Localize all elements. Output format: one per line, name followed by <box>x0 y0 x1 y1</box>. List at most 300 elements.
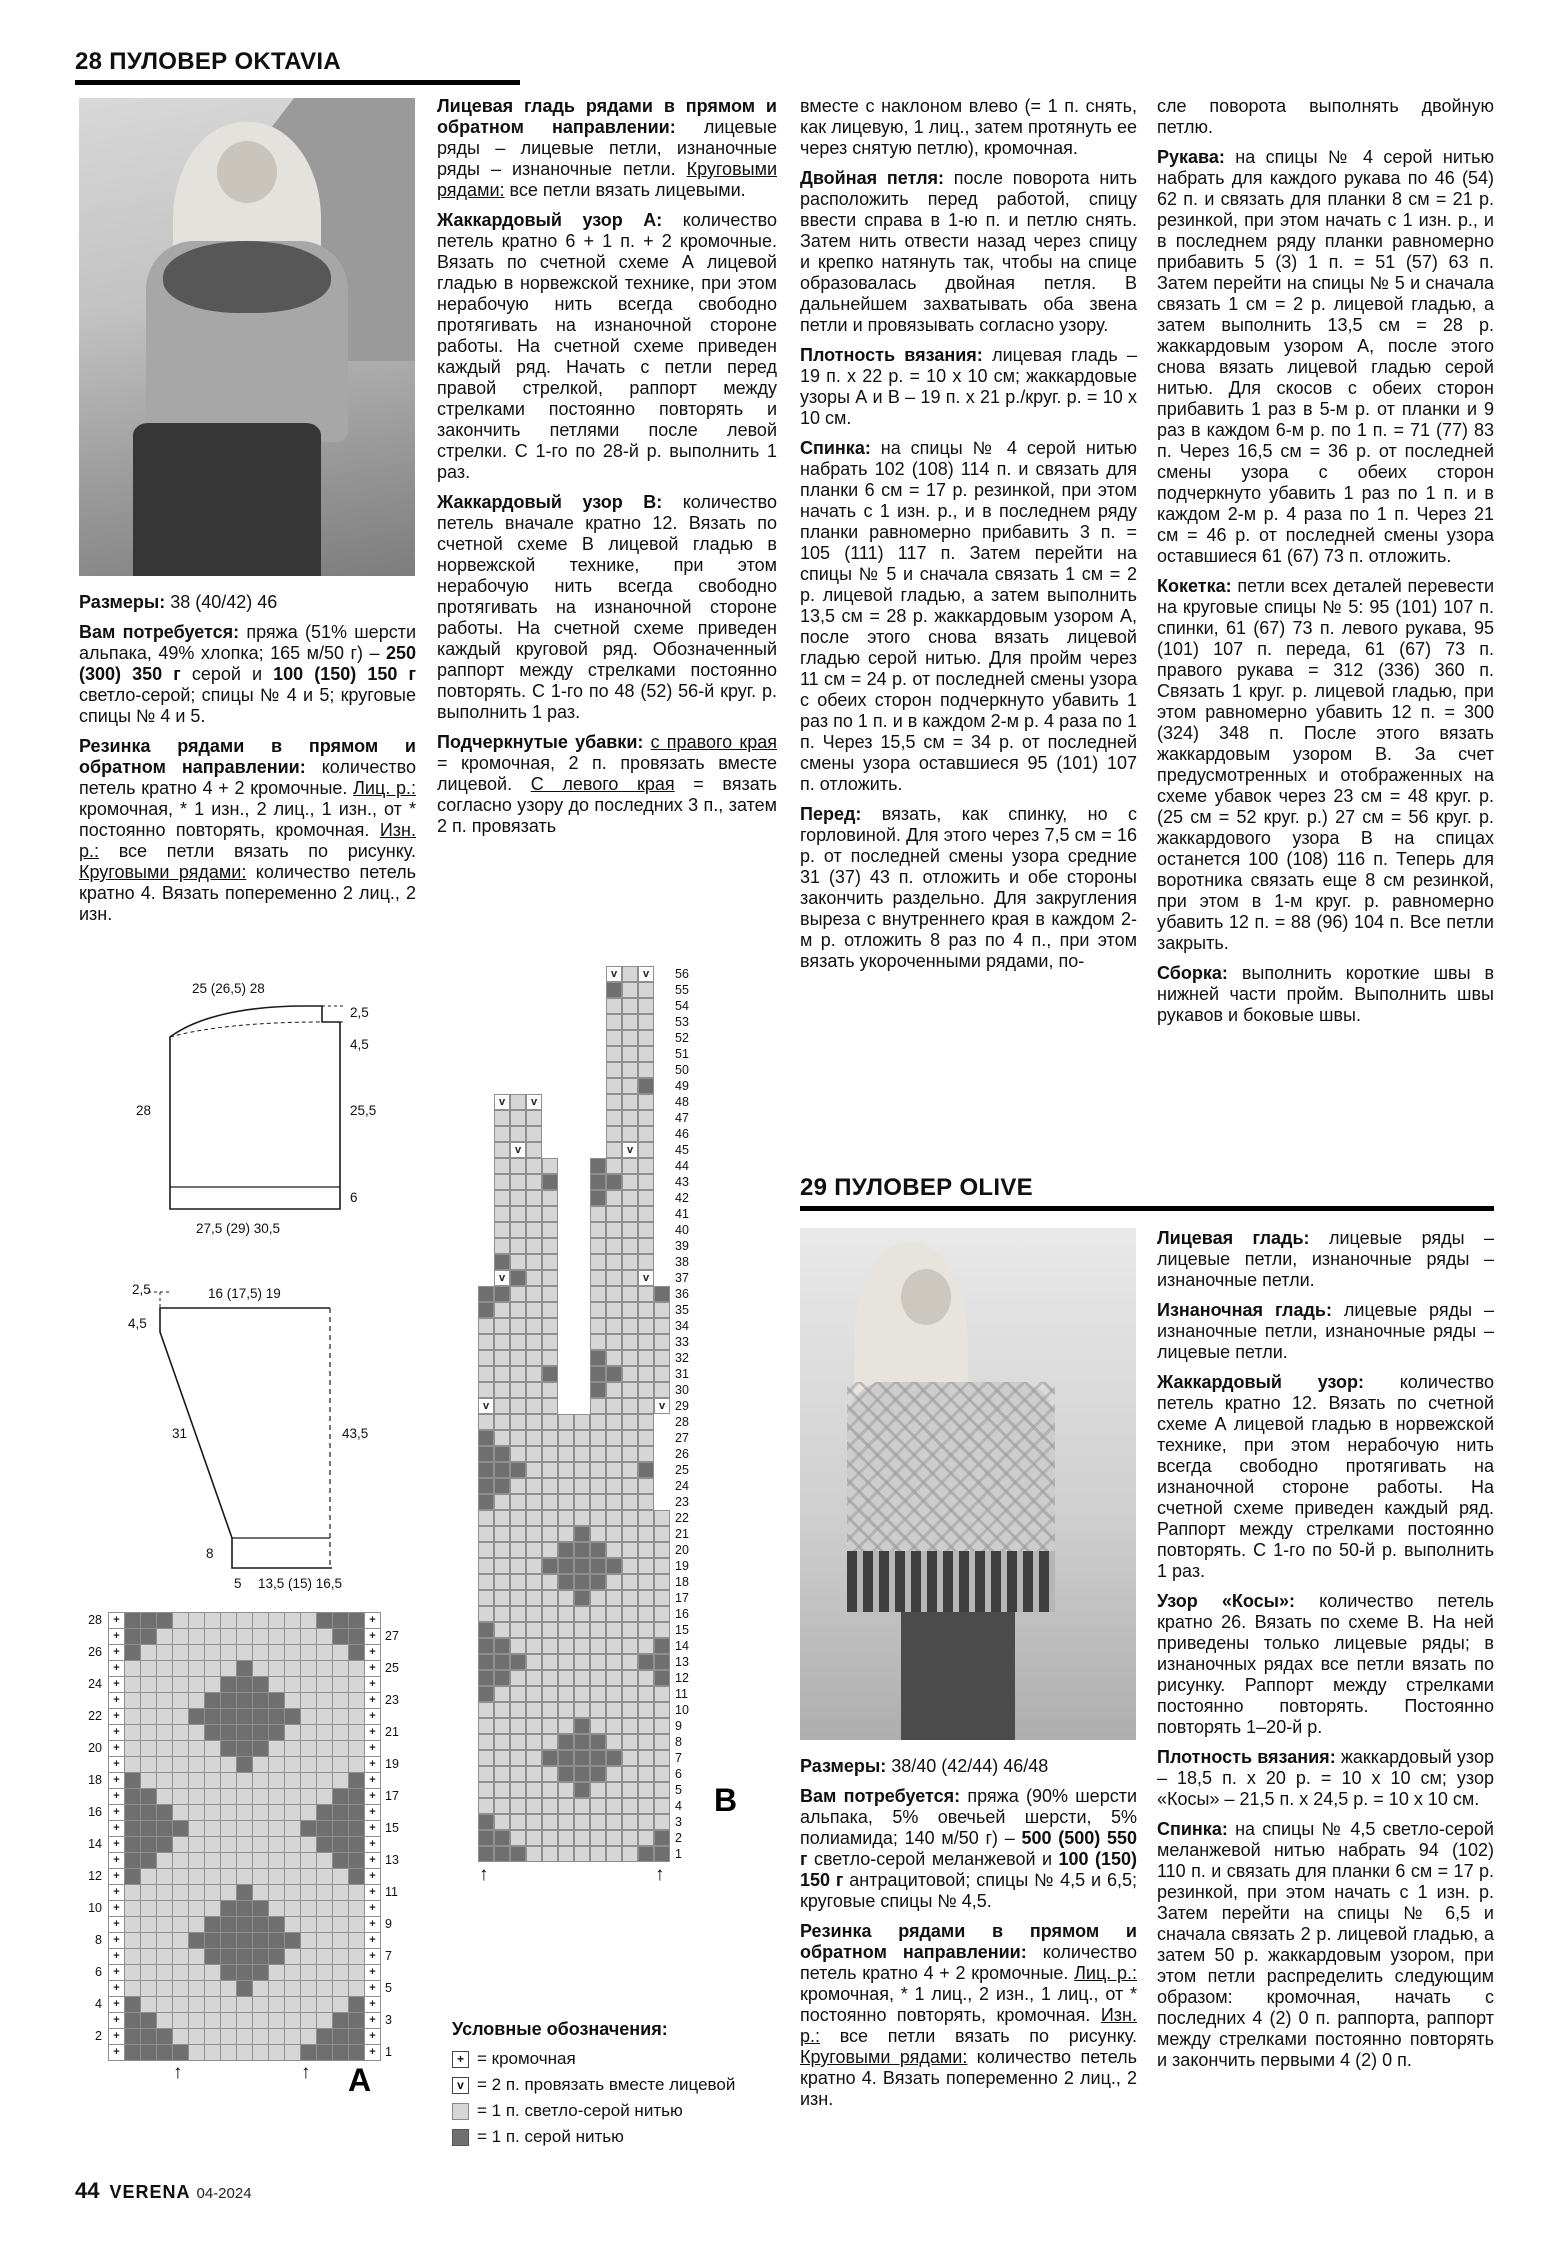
chart-cell-edge: + <box>109 1853 125 1869</box>
chart-cell-light <box>590 1702 606 1718</box>
chart-cell-light <box>510 1718 526 1734</box>
chart-cell-light <box>189 1997 205 2013</box>
chart-cell-light <box>221 1821 237 1837</box>
chart-cell-dark <box>301 2045 317 2061</box>
chart-cell-dark <box>558 1574 574 1590</box>
chart-cell-light <box>606 1078 622 1094</box>
chart-cell-light <box>269 1629 285 1645</box>
assembly-paragraph: Сборка: выполнить короткие швы в нижней части пройм. Выполнить швы рукавов и боковые швы. <box>1157 963 1494 1025</box>
chart-cell-light <box>542 1446 558 1462</box>
chart-cell-dark <box>494 1478 510 1494</box>
chart-cell-light <box>558 1638 574 1654</box>
chart-row-label: 46 <box>675 1127 689 1141</box>
chart-cell-light <box>189 1757 205 1773</box>
chart-cell-light <box>542 1238 558 1254</box>
chart-cell-light <box>285 1725 301 1741</box>
chart-cell-light <box>269 1805 285 1821</box>
reverse-stockinette-paragraph: Изнаночная гладь: лицевые ряды – изнаночные петли, изнаночные ряды – лицевые петли. <box>1157 1300 1494 1362</box>
chart-cell-light <box>526 1542 542 1558</box>
chart-cell-light <box>221 1645 237 1661</box>
chart-cell-light <box>205 1821 221 1837</box>
chart-cell-light <box>253 2013 269 2029</box>
chart-cell-light <box>205 1965 221 1981</box>
legend-item-light-yarn <box>452 2098 782 2124</box>
chart-cell-dark <box>478 1638 494 1654</box>
chart-cell-dark <box>478 1478 494 1494</box>
chart-cell-light <box>317 1677 333 1693</box>
chart-cell-light <box>558 1782 574 1798</box>
chart-cell-light <box>590 1206 606 1222</box>
chart-cell-light <box>638 1398 654 1414</box>
chart-cell-dark <box>253 1725 269 1741</box>
chart-cell-light <box>622 1542 638 1558</box>
chart-cell-dark <box>574 1734 590 1750</box>
chart-cell-light <box>173 1949 189 1965</box>
chart-cell-light <box>606 1814 622 1830</box>
chart-cell-light <box>574 1494 590 1510</box>
chart-row-label: 51 <box>675 1047 689 1061</box>
measure-top: 25 (26,5) 28 <box>192 981 265 996</box>
chart-cell-light <box>285 1917 301 1933</box>
chart-cell-light <box>590 1686 606 1702</box>
chart-cell-light <box>542 1286 558 1302</box>
chart-cell-light <box>253 1613 269 1629</box>
chart-cell-light <box>173 1917 189 1933</box>
chart-cell-light <box>526 1190 542 1206</box>
chart-row-label: 33 <box>675 1335 689 1349</box>
chart-cell-light <box>221 1757 237 1773</box>
chart-cell-dark <box>574 1766 590 1782</box>
chart-cell-dark <box>574 1782 590 1798</box>
chart-cell-light <box>478 1574 494 1590</box>
chart-row-label: 10 <box>675 1703 689 1717</box>
chart-cell-light <box>285 1645 301 1661</box>
chart-cell-edge: + <box>365 1885 381 1901</box>
chart-cell-light <box>526 1798 542 1814</box>
chart-cell-light <box>542 1734 558 1750</box>
chart-cell-dark <box>494 1830 510 1846</box>
chart-cell-light <box>494 1382 510 1398</box>
chart-cell-light <box>526 1510 542 1526</box>
chart-cell-light <box>590 1302 606 1318</box>
chart-cell-light <box>510 1430 526 1446</box>
chart-cell-light <box>125 1741 141 1757</box>
schematic-body-piece <box>100 975 415 1260</box>
chart-cell-light <box>510 1254 526 1270</box>
chart-cell-edge: + <box>365 1853 381 1869</box>
chart-cell-edge: + <box>365 1901 381 1917</box>
chart-cell-light <box>317 1693 333 1709</box>
chart-cell-light <box>141 1661 157 1677</box>
chart-cell-light <box>526 1398 542 1414</box>
chart-cell-light <box>622 1414 638 1430</box>
chart-cell-light <box>157 1725 173 1741</box>
chart-cell-dec: v <box>526 1094 542 1110</box>
chart-cell-light <box>301 1693 317 1709</box>
light-gray-stitch-symbol <box>452 2103 469 2120</box>
chart-cell-light <box>622 1270 638 1286</box>
chart-cell-dark <box>478 1494 494 1510</box>
chart-cell-light <box>317 1853 333 1869</box>
chart-cell-light <box>622 1814 638 1830</box>
chart-cell-dark <box>333 1821 349 1837</box>
chart-row-label: 15 <box>675 1623 689 1637</box>
chart-cell-light <box>478 1414 494 1430</box>
chart-cell-light <box>269 1997 285 2013</box>
chart-cell-light <box>157 1965 173 1981</box>
chart-row-label: 53 <box>675 1015 689 1029</box>
front-paragraph: Перед: вязать, как спинку, но с горловиной. Для этого через 7,5 см = 16 р. от последней смены узора средние 31 (37) 43 п. отложить и обе стороны закончить раздельно. Для закругления выреза с внутреннего края в каждом 2-м р. отложить 8 раз по 4 п., при этом вязать укороченными рядами, по- <box>800 804 1137 971</box>
chart-cell-light <box>622 1830 638 1846</box>
chart-cell-light <box>574 1670 590 1686</box>
chart-cell-light <box>141 1725 157 1741</box>
chart-cell-light <box>510 1382 526 1398</box>
chart-cell-light <box>606 1766 622 1782</box>
chart-row-label: 14 <box>675 1639 689 1653</box>
chart-cell-light <box>590 1334 606 1350</box>
chart-cell-light <box>301 1901 317 1917</box>
chart-cell-light <box>189 1725 205 1741</box>
chart-cell-light <box>285 1885 301 1901</box>
chart-row-label: 55 <box>675 983 689 997</box>
chart-cell-light <box>590 1846 606 1862</box>
chart-cell-light <box>606 1126 622 1142</box>
chart-cell-light <box>494 1686 510 1702</box>
chart-cell-dark <box>349 2029 365 2045</box>
chart-cell-dark <box>141 2045 157 2061</box>
sweater-cable-texture <box>847 1382 1055 1551</box>
chart-cell-light <box>301 1613 317 1629</box>
legend-item-label: = 2 п. провязать вместе лицевой <box>477 2075 736 2094</box>
chart-cell-light <box>590 1398 606 1414</box>
sleeves-paragraph: Рукава: на спицы № 4 серой нитью набрать для каждого рукава по 46 (54) 62 п. и связать для планки 8 см = 21 р. резинкой, при этом начать с 1 изн. р., и в последнем ряду планки равномерно прибавить 5 (3) 1 п. = 51 (57) 63 п. Затем перейти на спицы № 5 и сначала связать 1 см = 2 р. лицевой гладью, а затем выполнить 13,5 см = 28 р. жаккардовым узором А, после этого снова вязать лицевой гладью серой нитью. Для скосов с обеих сторон прибавить 1 раз в 5-м р. от планки и 9 раз в каждом 6-м р. по 1 п. = 71 (77) 83 п. Через 16,5 см = 36 р. от последней смены узора с обеих сторон подчеркнуто убавить 1 раз по 1 п. и в каждом 2-м р. 4 раза по 1 п. Через 21 см = 46 р. от последней смены узора оставшиеся 61 (67) 73 п. отложить. <box>1157 147 1494 566</box>
chart-cell-light <box>237 1997 253 2013</box>
sizes-paragraph: Размеры: 38/40 (42/44) 46/48 <box>800 1756 1049 1776</box>
chart-cell-dark <box>125 1773 141 1789</box>
chart-cell-light <box>590 1670 606 1686</box>
chart-cell-light <box>558 1606 574 1622</box>
chart-cell-light <box>189 1677 205 1693</box>
chart-cell-light <box>494 1302 510 1318</box>
chart-cell-light <box>269 1789 285 1805</box>
chart-cell-light <box>237 1613 253 1629</box>
chart-cell-dark <box>349 1789 365 1805</box>
chart-cell-dark <box>494 1638 510 1654</box>
chart-cell-light <box>638 1174 654 1190</box>
chart-cell-edge: + <box>109 1901 125 1917</box>
chart-cell-light <box>558 1590 574 1606</box>
chart-cell-light <box>558 1814 574 1830</box>
chart-cell-light <box>205 1901 221 1917</box>
chart-cell-light <box>510 1206 526 1222</box>
chart-cell-light <box>606 1302 622 1318</box>
chart-cell-light <box>510 1542 526 1558</box>
chart-cell-light <box>510 1302 526 1318</box>
chart-cell-light <box>494 1398 510 1414</box>
chart-cell-light <box>638 1030 654 1046</box>
chart-row-label: 6 <box>95 1965 102 1979</box>
chart-cell-edge: + <box>109 1837 125 1853</box>
chart-cell-light <box>542 1542 558 1558</box>
chart-cell-light <box>638 1542 654 1558</box>
chart-cell-light <box>526 1814 542 1830</box>
chart-row-label: 23 <box>675 1495 689 1509</box>
chart-cell-dec: v <box>606 966 622 982</box>
chart-cell-light <box>173 1645 189 1661</box>
chart-row-label: 26 <box>88 1645 102 1659</box>
chart-cell-light <box>157 1629 173 1645</box>
column-2-text <box>437 96 777 968</box>
chart-cell-dark <box>221 1965 237 1981</box>
chart-cell-dark <box>285 1709 301 1725</box>
chart-cell-dark <box>253 1917 269 1933</box>
chart-cell-dark <box>221 1677 237 1693</box>
chart-cell-light <box>638 1750 654 1766</box>
chart-cell-light <box>269 1741 285 1757</box>
chart-cell-light <box>125 1725 141 1741</box>
chart-cell-light <box>654 1318 670 1334</box>
chart-cell-light <box>622 1606 638 1622</box>
chart-cell-light <box>638 1286 654 1302</box>
chart-cell-light <box>269 1965 285 1981</box>
chart-cell-light <box>269 1837 285 1853</box>
chart-cell-light <box>574 1510 590 1526</box>
chart-cell-light <box>494 1142 510 1158</box>
chart-cell-light <box>510 1526 526 1542</box>
chart-cell-light <box>157 1661 173 1677</box>
chart-cell-dark <box>542 1174 558 1190</box>
chart-cell-edge: + <box>365 1725 381 1741</box>
chart-cell-edge: + <box>365 1629 381 1645</box>
chart-cell-light <box>333 1901 349 1917</box>
chart-cell-dec: v <box>654 1398 670 1414</box>
chart-cell-dark <box>205 1693 221 1709</box>
chart-cell-light <box>205 1629 221 1645</box>
chart-cell-light <box>157 1789 173 1805</box>
chart-cell-light <box>301 1645 317 1661</box>
chart-cell-edge: + <box>365 1757 381 1773</box>
chart-cell-light <box>269 1853 285 1869</box>
chart-cell-light <box>590 1782 606 1798</box>
chart-row-label: 13 <box>385 1853 399 1867</box>
chart-cell-light <box>542 1670 558 1686</box>
chart-cell-light <box>253 2029 269 2045</box>
chart-cell-light <box>510 1750 526 1766</box>
chart-cell-edge: + <box>109 1805 125 1821</box>
chart-cell-light <box>141 1693 157 1709</box>
chart-cell-dark <box>125 1789 141 1805</box>
chart-cell-light <box>510 1670 526 1686</box>
chart-row-label: 45 <box>675 1143 689 1157</box>
chart-cell-light <box>590 1654 606 1670</box>
chart-cell-light <box>494 1766 510 1782</box>
chart-cell-dark <box>205 1917 221 1933</box>
chart-cell-light <box>221 2029 237 2045</box>
chart-cell-light <box>317 1709 333 1725</box>
chart-cell-light <box>510 1414 526 1430</box>
chart-cell-light <box>622 1110 638 1126</box>
chart-row-label: 25 <box>675 1463 689 1477</box>
chart-cell-light <box>638 1094 654 1110</box>
chart-cell-light <box>638 1686 654 1702</box>
chart-cell-dark <box>590 1542 606 1558</box>
chart-cell-light <box>173 2029 189 2045</box>
chart-cell-light <box>333 1709 349 1725</box>
chart-cell-dark <box>221 1901 237 1917</box>
chart-cell-edge: + <box>365 1997 381 2013</box>
chart-cell-dark <box>237 1741 253 1757</box>
chart-cell-light <box>141 1645 157 1661</box>
chart-row-label: 10 <box>88 1901 102 1915</box>
chart-cell-light <box>542 1478 558 1494</box>
chart-cell-dark <box>333 2013 349 2029</box>
chart-cell-light <box>349 1965 365 1981</box>
chart-cell-dark <box>269 1693 285 1709</box>
chart-cell-light <box>494 1110 510 1126</box>
chart-cell-dark <box>590 1190 606 1206</box>
chart-cell-light <box>558 1718 574 1734</box>
chart-cell-light <box>622 1462 638 1478</box>
chart-cell-dec: v <box>622 1142 638 1158</box>
chart-cell-light <box>606 1318 622 1334</box>
chart-cell-light <box>189 1805 205 1821</box>
measure-bottom-width: 13,5 (15) 16,5 <box>258 1576 343 1591</box>
rapport-arrow-icon: ↑ <box>655 1864 665 1885</box>
chart-cell-dark <box>157 2045 173 2061</box>
chart-cell-dark <box>157 1821 173 1837</box>
chart-cell-light <box>157 1645 173 1661</box>
chart-cell-light <box>622 1494 638 1510</box>
chart-cell-light <box>590 1430 606 1446</box>
chart-row-label: 19 <box>385 1757 399 1771</box>
chart-cell-light <box>606 1686 622 1702</box>
chart-cell-dark <box>269 1933 285 1949</box>
chart-row-label: 44 <box>675 1159 689 1173</box>
chart-cell-edge: + <box>109 1981 125 1997</box>
chart-cell-light <box>221 1981 237 1997</box>
chart-cell-light <box>478 1798 494 1814</box>
chart-cell-dec: v <box>494 1270 510 1286</box>
chart-cell-light <box>494 1126 510 1142</box>
chart-cell-light <box>349 1757 365 1773</box>
chart-cell-light <box>333 1933 349 1949</box>
chart-row-label: 12 <box>88 1869 102 1883</box>
chart-cell-light <box>526 1366 542 1382</box>
chart-cell-light <box>606 998 622 1014</box>
chart-cell-light <box>510 1814 526 1830</box>
chart-cell-light <box>606 1334 622 1350</box>
chart-cell-light <box>622 1750 638 1766</box>
page-footer <box>75 2178 252 2204</box>
chart-row-label: 6 <box>675 1767 682 1781</box>
chart-cell-light <box>654 1542 670 1558</box>
chart-cell-light <box>285 1805 301 1821</box>
chart-cell-light <box>173 1853 189 1869</box>
chart-row-label: 27 <box>675 1431 689 1445</box>
chart-cell-dark <box>574 1574 590 1590</box>
chart-cell-light <box>606 1254 622 1270</box>
chart-cell-light <box>510 1510 526 1526</box>
chart-cell-light <box>205 1645 221 1661</box>
chart-cell-light <box>478 1382 494 1398</box>
chart-cell-dark <box>125 1645 141 1661</box>
chart-cell-light <box>301 1661 317 1677</box>
chart-cell-dec: v <box>510 1142 526 1158</box>
chart-cell-dark <box>654 1670 670 1686</box>
chart-cell-light <box>590 1254 606 1270</box>
chart-row-label: 5 <box>385 1981 392 1995</box>
chart-cell-light <box>285 1677 301 1693</box>
chart-cell-light <box>317 1933 333 1949</box>
chart-cell-dark <box>494 1286 510 1302</box>
chart-cell-edge: + <box>365 1981 381 1997</box>
chart-a-letter: А <box>348 2062 372 2098</box>
chart-cell-light <box>510 1702 526 1718</box>
chart-row-label: 48 <box>675 1095 689 1109</box>
chart-cell-dark <box>558 1750 574 1766</box>
chart-cell-light <box>654 1350 670 1366</box>
chart-cell-light <box>654 1366 670 1382</box>
chart-cell-light <box>269 1645 285 1661</box>
chart-cell-light <box>301 1853 317 1869</box>
chart-cell-light <box>269 1677 285 1693</box>
jacquard-a-paragraph: Жаккардовый узор А: количество петель кратно 6 + 1 п. + 2 кромочные. Вязать по счетной схеме А лицевой гладью в норвежской технике, при этом нерабочую нить всегда свободно протягивать на изнаночной стороне работы. На счетной схеме приведен каждый ряд. Начать с петли перед правой стрелкой, раппорт между стрелками постоянно повторять и закончить петлями после левой стрелки. С 1-го по 28-й р. выполнить 1 раз. <box>437 210 777 482</box>
chart-cell-dark <box>141 2013 157 2029</box>
chart-cell-light <box>333 1949 349 1965</box>
chart-cell-dec: v <box>638 1270 654 1286</box>
chart-cell-light <box>478 1558 494 1574</box>
chart-cell-edge: + <box>109 1949 125 1965</box>
chart-cell-light <box>638 1446 654 1462</box>
chart-cell-light <box>542 1398 558 1414</box>
chart-row-label: 17 <box>385 1789 399 1803</box>
chart-cell-light <box>125 1917 141 1933</box>
chart-cell-light <box>510 1334 526 1350</box>
chart-cell-light <box>205 2013 221 2029</box>
chart-cell-light <box>494 1190 510 1206</box>
chart-cell-light <box>237 1869 253 1885</box>
chart-cell-light <box>526 1414 542 1430</box>
chart-cell-light <box>173 1725 189 1741</box>
chart-cell-light <box>622 1638 638 1654</box>
chart-cell-light <box>173 1869 189 1885</box>
chart-cell-light <box>173 1613 189 1629</box>
measure-slope: 31 <box>172 1426 188 1441</box>
chart-cell-edge: + <box>109 1757 125 1773</box>
chart-cell-light <box>558 1798 574 1814</box>
sizes-paragraph: Размеры: 38 (40/42) 46 <box>79 592 278 612</box>
chart-cell-light <box>173 1933 189 1949</box>
chart-cell-light <box>317 1645 333 1661</box>
chart-cell-light <box>494 1782 510 1798</box>
chart-cell-light <box>590 1718 606 1734</box>
chart-cell-light <box>173 1677 189 1693</box>
chart-cell-light <box>205 1741 221 1757</box>
chart-cell-dark <box>237 1709 253 1725</box>
chart-cell-dark <box>349 1821 365 1837</box>
chart-row-label: 9 <box>385 1917 392 1931</box>
back-paragraph: Спинка: на спицы № 4,5 светло-серой меланжевой нитью набрать 94 (102) 110 п. и связать для планки 6 см = 17 р. резинкой, при этом начать с 1 изн. р. Затем перейти на спицы № 6,5 и сначала связать 2 р. лицевой гладью, а затем 50 р. жаккардовым узором, при этом петли распределить следующим образом: кромочная, начать с последних 4 (2) 0 п. раппорта, раппорт между стрелками постоянно повторять и закончить первыми 4 (2) 0 п. <box>1157 1819 1494 2070</box>
chart-cell-light <box>189 1837 205 1853</box>
chart-cell-light <box>141 1949 157 1965</box>
magazine-brand: VERENA <box>109 2182 191 2202</box>
chart-cell-light <box>221 2013 237 2029</box>
chart-cell-light <box>221 1613 237 1629</box>
chart-cell-dark <box>141 1805 157 1821</box>
cable-pattern-paragraph: Узор «Косы»: количество петель кратно 26. Вязать по схеме В. На ней приведены только лицевые ряды; в изнаночных рядах все петли вязать по рисунку. Раппорт между стрелками постоянно повторять. Постоянно повторять 1–20-й р. <box>1157 1591 1494 1737</box>
chart-cell-light <box>141 1981 157 1997</box>
chart-cell-light <box>285 1901 301 1917</box>
